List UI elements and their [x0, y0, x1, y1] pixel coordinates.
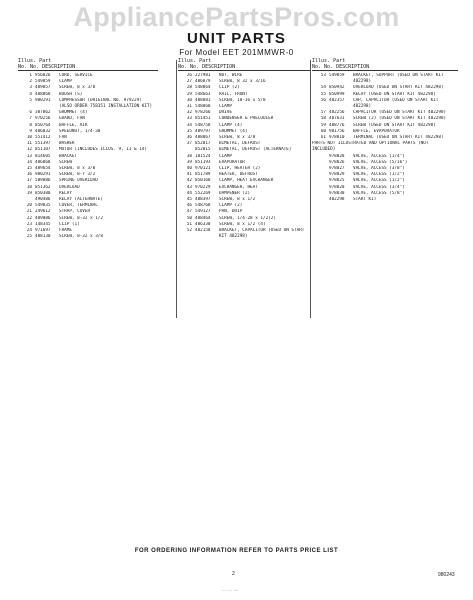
part-description: BRACKET, CAPACITOR (USED ON START KIT 482298): [219, 228, 305, 240]
column-header: [312, 58, 458, 71]
part-number: 851107: [35, 147, 51, 153]
part-number: 978828: [329, 153, 345, 159]
illus-number: 22: [26, 215, 32, 221]
part-description: CLAMP (4): [219, 122, 243, 128]
page-number: 2: [232, 571, 235, 577]
part-description: FAN: [59, 135, 67, 141]
parts-row: [178, 228, 310, 240]
illus-number: 59: [320, 122, 326, 128]
part-description: SCREW, 8-r 3/2: [59, 172, 96, 178]
part-number: 850942: [329, 85, 345, 91]
illus-number: 41: [186, 172, 192, 178]
part-description: CLAMP: [59, 79, 72, 85]
part-number: 981756: [329, 128, 345, 134]
illus-number: 19: [26, 190, 32, 196]
part-description: SCREW, 8 x 1/2 (4): [219, 221, 266, 227]
part-number: 489857: [35, 85, 51, 91]
part-description: DAMPENER (2): [219, 190, 251, 196]
part-description: WASHER: [59, 141, 75, 147]
parts-column-2: [178, 58, 310, 240]
part-number: 850380: [35, 190, 51, 196]
illus-number: 58: [320, 116, 326, 122]
illus-number: 3: [29, 85, 32, 91]
part-description: VALVE, ACCESS (5/8"): [353, 190, 405, 196]
illus-number: 34: [186, 122, 192, 128]
part-description: SCREW, 1/4-28 x 1/2(2): [219, 215, 276, 221]
illus-number: 9: [29, 128, 32, 134]
parts-row: [18, 234, 158, 240]
column-header: [18, 58, 158, 71]
part-number: 486330: [195, 221, 211, 227]
illus-number: 53: [320, 73, 326, 78]
part-number: 548663: [195, 91, 211, 97]
part-number: 978830: [329, 190, 345, 196]
part-description: SCREW, 8 x 3/8: [59, 166, 96, 172]
part-number: 488464: [195, 215, 211, 221]
parts-row: [312, 197, 458, 203]
part-number: 387862: [35, 110, 51, 116]
parts-column-3: [312, 58, 458, 203]
illus-number: 1: [29, 73, 32, 78]
part-number: 978825: [329, 178, 345, 184]
illus-number: 20: [26, 203, 32, 209]
illus-number: 8: [29, 122, 32, 128]
part-description: SCREW, 8-32 x 3/8: [59, 234, 103, 240]
part-description: SPRING OVERLOAD: [59, 178, 98, 184]
part-description: CLIP (1): [59, 221, 80, 227]
illus-number: 21: [26, 209, 32, 215]
illus-number: 14: [26, 159, 32, 165]
parts-row: [312, 73, 458, 85]
part-description: GROMMET (4): [59, 110, 88, 116]
part-number: 548768: [195, 203, 211, 209]
part-number: 589886: [35, 178, 51, 184]
part-description: BIMETAL, DEFROST (ALTERNATE): [219, 147, 292, 153]
illus-number: 50: [186, 215, 192, 221]
illus-number: 38: [186, 153, 192, 159]
header-illus-part: Illus. Part: [18, 58, 52, 64]
part-number: 970229: [195, 184, 211, 190]
illus-number: 43: [186, 184, 192, 190]
part-description: EVAPORATOR: [219, 159, 245, 165]
part-number: 852015: [195, 147, 211, 153]
header-no-desc: No. No. DESCRIPTION: [312, 64, 370, 70]
illus-number: 11: [26, 141, 32, 147]
part-number: 488776: [329, 122, 345, 128]
part-description: CLAMP: [219, 153, 232, 159]
part-description: VALVE, ACCESS (1/2"): [353, 178, 405, 184]
part-number: 488867: [195, 135, 211, 141]
illus-number: 24: [26, 228, 32, 234]
part-number: 851193: [195, 159, 211, 165]
part-description: CAPACITOR (USED ON START KIT 482298): [353, 110, 447, 116]
illus-number: 60: [320, 128, 326, 134]
header-illus-part: Illus. Part: [312, 58, 346, 64]
illus-number: 4: [29, 91, 32, 97]
part-number: 548864: [195, 85, 211, 91]
page-title: UNIT PARTS: [187, 30, 286, 47]
column-header: [178, 58, 310, 71]
part-description: SCREW: [59, 159, 72, 165]
part-description: TERMINAL (USED ON START KIT 482298): [353, 135, 444, 141]
part-number: 482158: [195, 228, 211, 234]
part-description: SCREW (2) (USED ON START KIT 482298): [353, 116, 447, 122]
part-description: CAP, CAPACITOR (USED ON START KIT 482298): [353, 97, 439, 110]
part-description: STRAP, COVER: [59, 209, 91, 215]
part-number: 488868: [35, 91, 51, 97]
part-number: 978829: [329, 172, 345, 178]
illus-number: 57: [320, 110, 326, 116]
part-description: CLAMP, HEAT EXCHANGER: [219, 178, 274, 184]
illus-number: 5: [29, 97, 32, 103]
part-number: 482357: [329, 97, 345, 103]
part-description: SCREW, 8 x 3/8: [219, 135, 256, 141]
illus-number: 61: [320, 135, 326, 141]
part-number: 486879: [195, 79, 211, 85]
illus-number: 37: [186, 141, 192, 147]
part-description: SCREW, 8 x 3/8: [59, 85, 96, 91]
part-number: 486868: [35, 159, 51, 165]
part-number: 549835: [35, 203, 51, 209]
part-description: PAN, DRIP: [219, 209, 243, 215]
part-description: SCREW, 10-16 x 5/8: [219, 97, 266, 103]
header-no-desc: No. No. DESCRIPTION: [18, 64, 76, 70]
part-description: RELAY (ALTERNATE): [59, 197, 103, 203]
part-description: VALVE, ACCESS (1/2"): [353, 172, 405, 178]
part-number: 978826: [329, 159, 345, 165]
illus-number: 23: [26, 221, 32, 227]
part-description: HEATER, DEFROST: [219, 172, 258, 178]
illus-number: 12: [26, 147, 32, 153]
part-description: CLAMP: [219, 104, 232, 110]
part-description: CONDENSER & PRECOOLER: [219, 116, 274, 122]
part-number: 549859: [329, 73, 345, 78]
part-number: 978820: [329, 184, 345, 190]
part-number: 548758: [195, 122, 211, 128]
illus-number: 13: [26, 153, 32, 159]
parts-row: [312, 141, 458, 153]
part-description: MOTOR (INCLUDES ILLUS. 9, 11 & 14): [59, 147, 147, 153]
part-number: 971697: [35, 228, 51, 234]
part-number: 551412: [35, 135, 51, 141]
part-description: BAFFLE, AIR: [59, 122, 88, 128]
part-description: SCREW (USED ON START KIT 482298): [353, 122, 436, 128]
part-description: VALVE, ACCESS (1/4"): [353, 153, 405, 159]
illus-number: 25: [26, 234, 32, 240]
part-number: 551397: [35, 141, 51, 147]
part-description: GUARD, FAN: [59, 116, 85, 122]
illus-number: 10: [26, 135, 32, 141]
part-number: 489797: [195, 128, 211, 134]
part-number: 482298: [329, 197, 345, 203]
part-description: COVER, TERMINAL: [59, 203, 98, 209]
part-number: 978827: [329, 166, 345, 172]
illus-number: 26: [186, 73, 192, 78]
part-number: 978266: [195, 110, 211, 116]
part-number: 489654: [35, 166, 51, 172]
illus-number: 28: [186, 85, 192, 91]
parts-row: [312, 98, 458, 110]
part-number: 851362: [35, 184, 51, 190]
part-description: CORD, SERVICE: [59, 73, 93, 78]
part-number: 549859: [35, 79, 51, 85]
illus-number: 45: [186, 197, 192, 203]
part-description: BRACKET, SUPPORT (USED ON START KIT 482298): [353, 73, 444, 85]
illus-number: 46: [186, 203, 192, 209]
part-number: 980291: [35, 172, 51, 178]
part-number: 850764: [35, 122, 51, 128]
part-number: 249612: [35, 209, 51, 215]
document-code: 980243: [438, 572, 455, 578]
column-divider: [176, 60, 177, 318]
part-number: 956826: [35, 73, 51, 78]
illus-number: 2: [29, 79, 32, 85]
column-divider: [310, 60, 311, 318]
illus-number: 51: [186, 221, 192, 227]
part-number: 490486: [35, 197, 51, 203]
illus-number: 17: [26, 178, 32, 184]
part-number: 488881: [195, 97, 211, 103]
part-description: CLIP, HEATER (2): [219, 166, 261, 172]
part-number: 978810: [329, 135, 345, 141]
illus-number: 33: [186, 116, 192, 122]
part-number: 486832: [35, 128, 51, 134]
part-description: OVERLOAD: [59, 184, 80, 190]
illus-number: 39: [186, 159, 192, 165]
part-number: 552269: [195, 190, 211, 196]
illus-number: 55: [320, 91, 326, 97]
part-description: COMPRESSOR (ORIGINAL NO. 979229) (ALSO ORDER 758351 INSTALLATION KIT): [59, 97, 153, 110]
part-description: SCREW, 8-32 x 1/2: [59, 215, 103, 221]
part-description: SPEEDNUT, 1/4-30: [59, 128, 101, 134]
model-subtitle: For Model EET 201MMWR-0: [179, 48, 294, 57]
parts-row: [18, 98, 158, 110]
part-description: BOOSH (S): [59, 91, 83, 97]
part-number: 227981: [195, 73, 211, 78]
part-number: 488130: [35, 234, 51, 240]
part-description: BAFFLE, EVAPORATOR: [353, 128, 400, 134]
part-number: 549127: [195, 209, 211, 215]
part-number: 850168: [195, 178, 211, 184]
part-number: 487631: [329, 116, 345, 122]
part-description: RELAY: [59, 190, 72, 196]
illus-number: 56: [320, 97, 326, 103]
illus-number: 54: [320, 85, 326, 91]
part-number: 489886: [35, 215, 51, 221]
illus-number: 18: [26, 184, 32, 190]
illus-number: 40: [186, 166, 192, 172]
part-number: 851789: [195, 172, 211, 178]
part-description: CLIP (2): [219, 85, 240, 91]
part-number: 970121: [195, 166, 211, 172]
part-description: DRIVE: [219, 110, 232, 116]
part-number: 852017: [195, 141, 211, 147]
part-number: 548868: [195, 104, 211, 110]
illus-number: 47: [186, 209, 192, 215]
illus-number: 35: [186, 128, 192, 134]
illus-number: 36: [186, 135, 192, 141]
scan-mark: ~~ ~~ ~~: [222, 588, 239, 593]
illus-number: 6: [29, 110, 32, 116]
part-description: CLAMP (2): [219, 203, 243, 209]
illus-number: 42: [186, 178, 192, 184]
illus-number: 7: [29, 116, 32, 122]
header-no-desc: No. No. DESCRIPTION: [178, 64, 236, 70]
illus-number: 29: [186, 91, 192, 97]
part-number: 482256: [329, 110, 345, 116]
ordering-footer: FOR ORDERING INFORMATION REFER TO PARTS PRICE LIST: [134, 548, 339, 554]
part-number: 814605: [35, 153, 51, 159]
part-description: BRACKET: [59, 153, 78, 159]
part-description: VALVE, ACCESS (3/8"): [353, 166, 405, 172]
part-description: START KIT: [353, 197, 377, 203]
illus-number: 31: [186, 104, 192, 110]
part-number: 980291: [35, 97, 51, 103]
illus-number: 32: [186, 110, 192, 116]
part-description: FRAME: [59, 228, 72, 234]
part-description: SCREW, 8 x 1/2: [219, 197, 256, 203]
part-description: SCREW, 8 32 x 3/16: [219, 79, 266, 85]
illus-number: 16: [26, 172, 32, 178]
illus-number: 27: [186, 79, 192, 85]
part-description: NUT, WIRE: [219, 73, 243, 78]
illus-number: 30: [186, 97, 192, 103]
watermark: AppliancePartsPros.com: [73, 2, 400, 32]
part-description: RELAY (USED ON START KIT 482298): [353, 91, 436, 97]
part-number: 970256: [35, 116, 51, 122]
part-description: EXCHANGER, HEAT: [219, 184, 258, 190]
part-description: VALVE, ACCESS (3/4"): [353, 184, 405, 190]
illus-number: 15: [26, 166, 32, 172]
header-illus-part: Illus. Part: [178, 58, 212, 64]
illus-number: 52: [186, 228, 192, 234]
part-description: OVERLOAD (USED ON START KIT 482298): [353, 85, 444, 91]
part-description: BIMETAL, DEFROST: [219, 141, 261, 147]
parts-column-1: [18, 58, 158, 240]
part-description: PARTS NOT ILLUSTRATED AND OPTIONAL PARTS (NOT INCLUDED): [312, 141, 429, 153]
part-description: GROMMET (4): [219, 128, 248, 134]
illus-number: 44: [186, 190, 192, 196]
part-description: VALVE, ACCESS (5/16"): [353, 159, 408, 165]
part-number: 148345: [35, 221, 51, 227]
part-number: 851451: [195, 116, 211, 122]
part-number: 181524: [195, 153, 211, 159]
part-description: RAIL, FRONT: [219, 91, 248, 97]
part-number: 488397: [195, 197, 211, 203]
part-number: 850999: [329, 91, 345, 97]
